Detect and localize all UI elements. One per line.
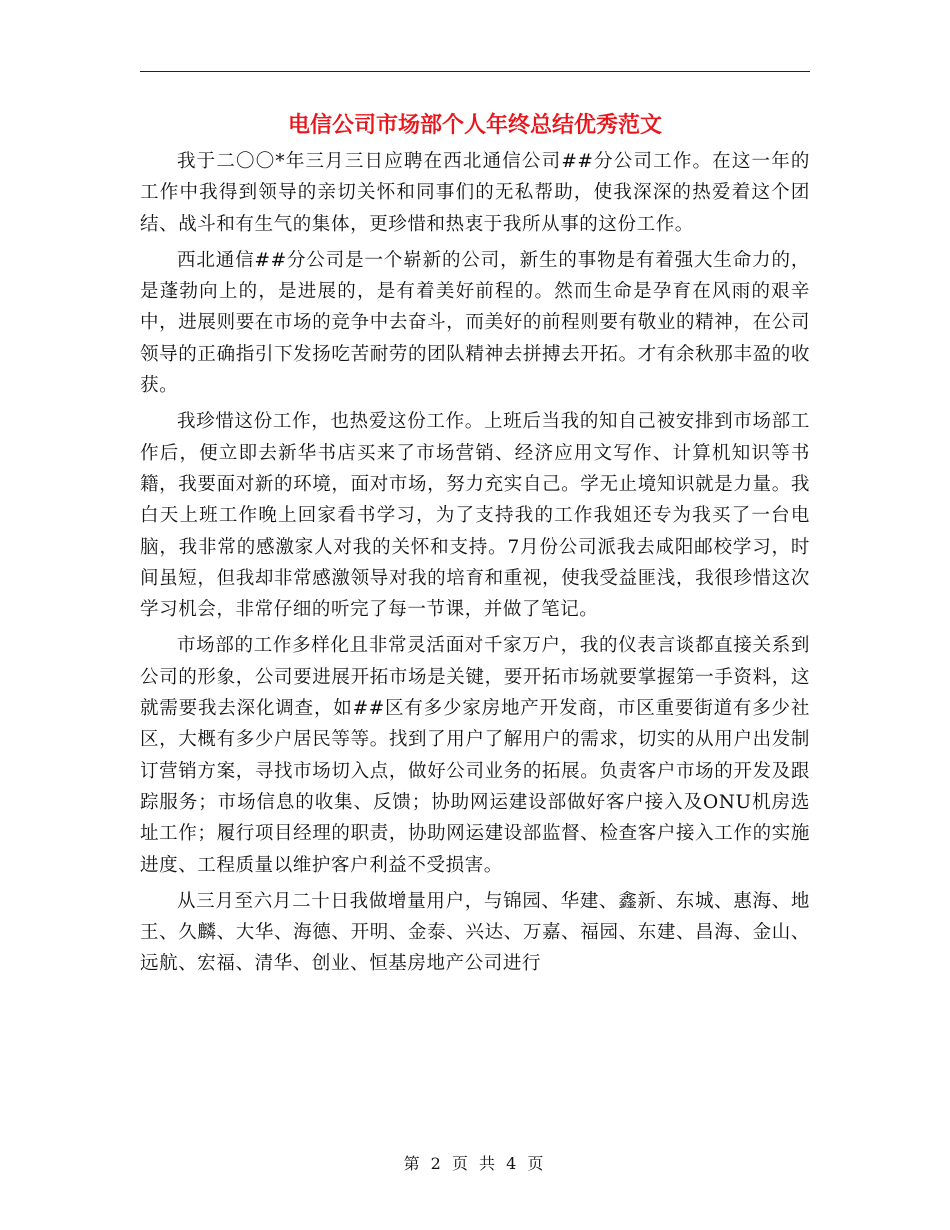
paragraph-2: 西北通信##分公司是一个崭新的公司，新生的事物是有着强大生命力的，是蓬勃向上的，是进展的，是有着美好前程的。然而生命是孕育在风雨的艰辛中，进展则要在市场的竞争中去奋斗，而美好的前程则要有敬业的精神，在公司领导的正确指引下发扬吃苦耐劳的团队精神去拼搏去开拓。才有余秋那丰盈的收获。	[140, 249, 810, 397]
header-rule	[140, 71, 810, 72]
paragraph-4: 市场部的工作多样化且非常灵活面对千家万户，我的仪表言谈都直接关系到公司的形象，公司要进展开拓市场是关键，要开拓市场就要掌握第一手资料，这就需要我去深化调查，如##区有多少家房地产开发商，市区重要街道有多少社区，大概有多少户居民等等。找到了用户了解用户的需求，切实的从用户出发制订营销方案，寻找市场切入点，做好公司业务的拓展。负责客户市场的开发及跟踪服务；市场信息的收集、反馈；协助网运建设部做好客户接入及ONU机房选址工作；履行项目经理的职责，协助网运建设部监督、检查客户接入工作的实施进度、工程质量以维护客户利益不受损害。	[140, 635, 810, 876]
paragraph-3: 我珍惜这份工作，也热爱这份工作。上班后当我的知自己被安排到市场部工作后，便立即去新华书店买来了市场营销、经济应用文写作、计算机知识等书籍，我要面对新的环境，面对市场，努力充实自己。学无止境知识就是力量。我白天上班工作晚上回家看书学习，为了支持我的工作我姐还专为我买了一台电脑，我非常的感激家人对我的关怀和支持。7月份公司派我去咸阳邮校学习，时间虽短，但我却非常感激领导对我的培育和重视，使我受益匪浅，我很珍惜这次学习机会，非常仔细的听完了每一节课，并做了笔记。	[140, 411, 810, 621]
document-title: 电信公司市场部个人年终总结优秀范文	[287, 113, 662, 138]
paragraph-5: 从三月至六月二十日我做增量用户，与锦园、华建、鑫新、东城、惠海、地王、久麟、大华、海德、开明、金泰、兴达、万嘉、福园、东建、昌海、金山、远航、宏福、清华、创业、恒基房地产公司进行	[140, 890, 810, 975]
page-number-footer: 第 2 页 共 4 页	[403, 1154, 547, 1173]
paragraph-1: 我于二〇〇*年三月三日应聘在西北通信公司##分公司工作。在这一年的工作中我得到领导的亲切关怀和同事们的无私帮助，使我深深的热爱着这个团结、战斗和有生气的集体，更珍惜和热衷于我所从事的这份工作。	[140, 151, 810, 235]
document-body	[140, 146, 810, 985]
